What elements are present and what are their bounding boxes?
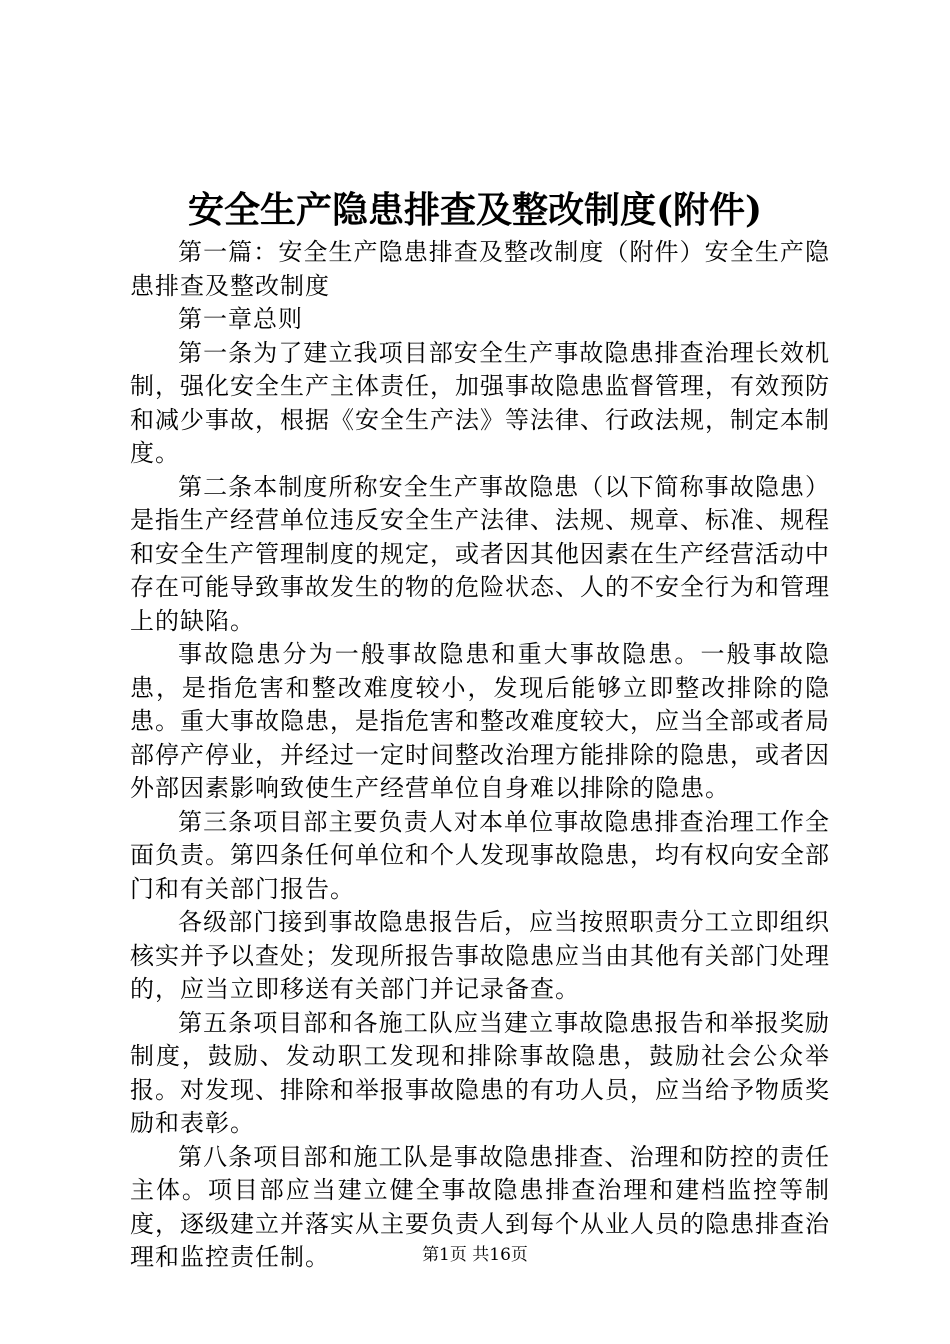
paragraph-2: 第一章总则 (178, 305, 303, 333)
paragraph-9: 第八条项目部和施工队是事故隐患排查、治理和防控的责任主体。项目部应当建立健全事故隐患排查治理和建档监控等制度，逐级建立并落实从主要负责人到每个从业人员的隐患排查治理和监控责任制。 (130, 1142, 830, 1271)
paragraph-8: 第五条项目部和各施工队应当建立事故隐患报告和举报奖励制度，鼓励、发动职工发现和排除事故隐患，鼓励社会公众举报。对发现、排除和举报事故隐患的有功人员，应当给予物质奖励和表彰。 (130, 1008, 830, 1137)
paragraph-3: 第一条为了建立我项目部安全生产事故隐患排查治理长效机制，强化安全生产主体责任，加强事故隐患监督管理，有效预防和减少事故，根据《安全生产法》等法律、行政法规，制定本制度。 (130, 338, 830, 467)
paragraph-1: 第一篇：安全生产隐患排查及整改制度（附件）安全生产隐患排查及整改制度 (130, 238, 830, 300)
paragraph-5: 事故隐患分为一般事故隐患和重大事故隐患。一般事故隐患，是指危害和整改难度较小，发现后能够立即整改排除的隐患。重大事故隐患，是指危害和整改难度较大，应当全部或者局部停产停业，并经过一定时间整改治理方能排除的隐患，或者因外部因素影响致使生产经营单位自身难以排除的隐患。 (130, 640, 830, 802)
document-body (130, 236, 830, 1275)
page-footer: 第1页 共16页 (422, 1245, 528, 1265)
paragraph-6: 第三条项目部主要负责人对本单位事故隐患排查治理工作全面负责。第四条任何单位和个人发现事故隐患，均有权向安全部门和有关部门报告。 (130, 807, 830, 903)
paragraph-7: 各级部门接到事故隐患报告后，应当按照职责分工立即组织核实并予以查处；发现所报告事故隐患应当由其他有关部门处理的，应当立即移送有关部门并记录备查。 (130, 908, 830, 1003)
document-title: 安全生产隐患排查及整改制度(附件) (187, 189, 763, 231)
paragraph-4: 第二条本制度所称安全生产事故隐患（以下简称事故隐患）是指生产经营单位违反安全生产法律、法规、规章、标准、规程和安全生产管理制度的规定，或者因其他因素在生产经营活动中存在可能导致事故发生的物的危险状态、人的不安全行为和管理上的缺陷。 (130, 472, 830, 635)
